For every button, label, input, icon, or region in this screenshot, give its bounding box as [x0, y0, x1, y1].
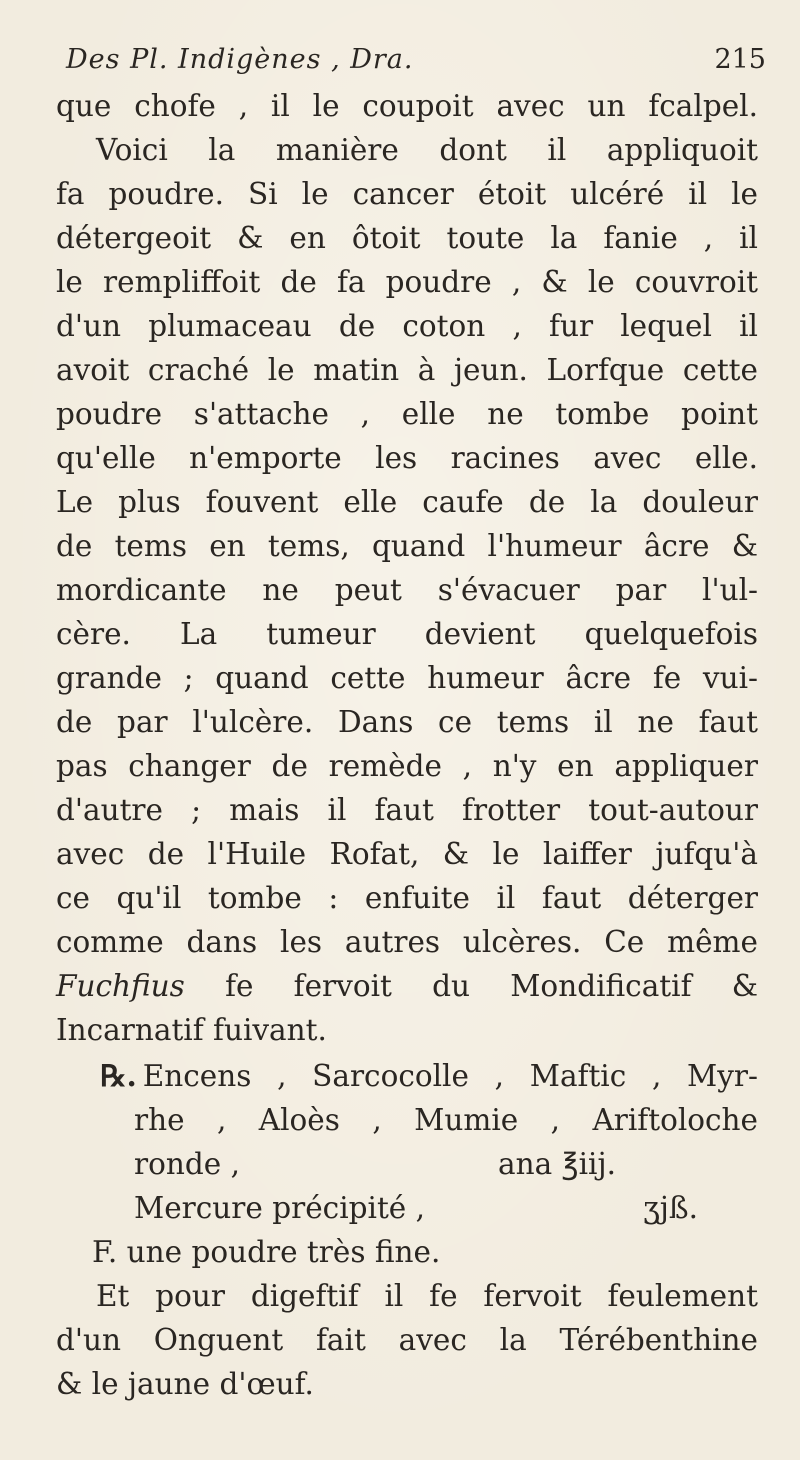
text-line: de tems en tems, quand l'humeur âcre &: [56, 529, 758, 563]
text-line: Incarnatif fuivant.: [56, 1013, 327, 1047]
recipe-line: [134, 1142, 616, 1186]
recipe-line: [134, 1186, 698, 1230]
text-line: cère. La tumeur devient quelquefois: [56, 617, 758, 651]
text-line: de par l'ulcère. Dans ce tems il ne faut: [56, 705, 758, 739]
recipe-line: rhe , Aloès , Mumie , Ariftoloche: [134, 1103, 758, 1137]
text-line: ce qu'il tombe : enfuite il faut déterger: [56, 881, 758, 915]
recipe-symbol: ℞.: [100, 1058, 137, 1093]
ingredient: Mercure précipité ,: [134, 1191, 426, 1225]
text-line: avec de l'Huile Rofat, & le laiffer jufqu'à: [56, 837, 758, 871]
text-line: Et pour digeftif il fe fervoit feulement: [96, 1279, 758, 1313]
ingredient: ronde ,: [134, 1147, 240, 1181]
running-title: Des Pl. Indigènes , Dra.: [66, 44, 414, 75]
page-number: 215: [714, 44, 766, 75]
recipe-line: [100, 1054, 758, 1098]
text-line: pas changer de remède , n'y en appliquer: [56, 749, 758, 783]
text-line: avoit craché le matin à jeun. Lorfque cette: [56, 353, 758, 387]
recipe-text: Encens , Sarcocolle , Maftic , Myr-: [142, 1059, 758, 1093]
text-line: mordicante ne peut s'évacuer par l'ul-: [56, 573, 758, 607]
page-header: [66, 38, 766, 86]
text-line: d'autre ; mais il faut frotter tout-autour: [56, 793, 758, 827]
text-line: & le jaune d'œuf.: [56, 1367, 314, 1401]
line-rest: fe fervoit du Mondificatif &: [225, 969, 758, 1003]
dosage: ana ℥iij.: [498, 1147, 616, 1181]
text-line: Le plus fouvent elle caufe de la douleur: [56, 485, 758, 519]
text-line: grande ; quand cette humeur âcre fe vui-: [56, 661, 758, 695]
text-line: que chofe , il le coupoit avec un fcalpel.: [56, 89, 758, 123]
text-line: poudre s'attache , elle ne tombe point: [56, 397, 758, 431]
recipe-line: F. une poudre très fine.: [92, 1235, 441, 1269]
text-line: comme dans les autres ulcères. Ce même: [56, 925, 758, 959]
text-line: qu'elle n'emporte les racines avec elle.: [56, 441, 758, 475]
author-name: Fuchfius: [56, 969, 185, 1003]
text-line: détergeoit & en ôtoit toute la fanie , il: [56, 221, 758, 255]
text-line: d'un plumaceau de coton , fur lequel il: [56, 309, 758, 343]
text-line-fuchsius: [56, 964, 758, 1008]
text-line: d'un Onguent fait avec la Térébenthine: [56, 1323, 758, 1357]
text-line: Voici la manière dont il appliquoit: [96, 133, 758, 167]
dosage: ʒjß.: [643, 1191, 698, 1225]
text-line: le rempliffoit de fa poudre , & le couvroit: [56, 265, 758, 299]
text-line: fa poudre. Si le cancer étoit ulcéré il le: [56, 177, 758, 211]
